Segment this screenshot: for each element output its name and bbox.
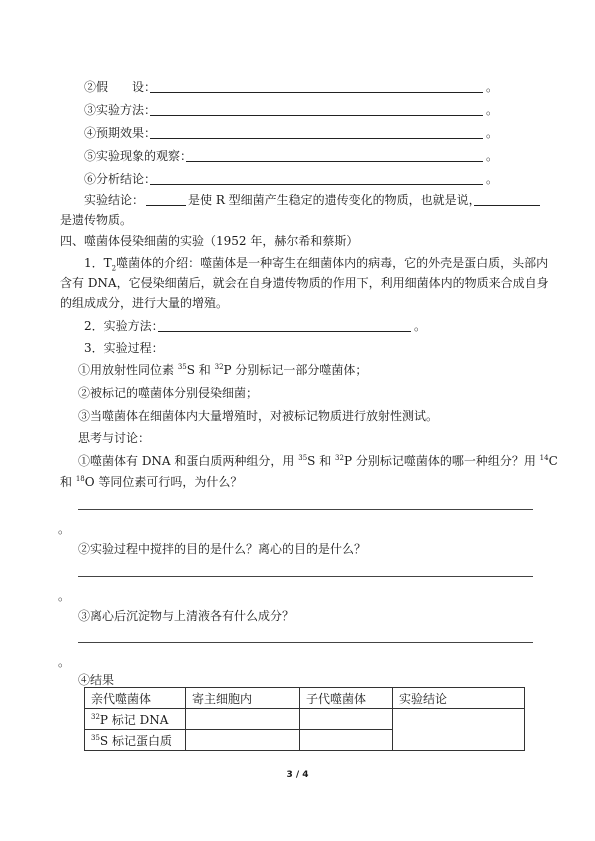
question-2: ②实验过程中搅拌的目的是什么？离心的目的是什么？ <box>78 542 367 556</box>
text: ①用放射性同位素 <box>78 363 178 377</box>
item-hypothesis <box>84 80 156 94</box>
process-step-3: ③当噬菌体在细菌体内大量增殖时，对被标记物质进行放射性测试。 <box>78 409 439 423</box>
method-label: 2．实验方法： <box>84 319 164 333</box>
table-cell[interactable] <box>393 709 525 751</box>
table-cell[interactable] <box>300 709 393 730</box>
superscript: 32 <box>214 363 224 371</box>
conclusion-text: 是遗传物质。 <box>60 213 133 227</box>
text: P 分别标记一部分噬菌体； <box>223 363 368 377</box>
intro-prefix: 1．T <box>84 256 112 270</box>
intro-text: 含有 DNA，它侵染细菌后，就会在自身遗传物质的作用下，利用细菌体内的物质来合成自身 <box>60 276 549 290</box>
superscript: 18 <box>75 475 85 483</box>
period: 。 <box>486 126 499 140</box>
table-header: 子代噬菌体 <box>300 688 393 709</box>
item-label: ②假 设： <box>84 80 157 94</box>
subscript: 2 <box>111 264 117 273</box>
superscript: 32 <box>91 712 100 721</box>
conclusion-blank[interactable] <box>474 205 540 206</box>
text: P 分别标记噬菌体的哪一种组分？用 <box>343 454 540 468</box>
text: C <box>548 454 558 468</box>
row-label: P 标记 DNA <box>99 712 169 727</box>
item-analysis <box>84 172 156 186</box>
answer-line[interactable] <box>78 642 533 643</box>
superscript: 14 <box>539 454 549 462</box>
item-observation <box>84 149 192 163</box>
superscript: 35 <box>177 363 187 371</box>
question-3: ③离心后沉淀物与上清液各有什么成分？ <box>78 609 295 623</box>
text: S 和 <box>307 454 336 468</box>
table-header: 亲代噬菌体 <box>85 688 186 709</box>
period: 。 <box>486 80 499 94</box>
table-cell[interactable] <box>186 709 300 730</box>
section-heading: 四、噬菌体侵染细菌的实验（1952 年，赫尔希和蔡斯） <box>60 234 359 248</box>
answer-blank[interactable] <box>150 92 483 93</box>
table-cell[interactable] <box>300 730 393 751</box>
question-1-cont <box>60 475 242 489</box>
answer-line[interactable] <box>78 576 533 577</box>
intro-line <box>84 256 549 273</box>
item-label: ③实验方法： <box>84 103 157 117</box>
conclusion-text: 是使 R 型细菌产生稳定的遗传变化的物质，也就是说， <box>188 193 481 207</box>
results-title: ④结果 <box>78 673 115 687</box>
period: 。 <box>486 172 499 186</box>
text: S 和 <box>186 363 215 377</box>
superscript: 35 <box>91 733 100 742</box>
question-1 <box>78 454 558 468</box>
text: O 等同位素可行吗，为什么？ <box>84 475 243 489</box>
answer-blank[interactable] <box>186 161 483 162</box>
page-number: 3 / 4 <box>286 770 309 780</box>
item-label: ⑤实验现象的观察： <box>84 149 193 163</box>
answer-blank[interactable] <box>150 184 483 185</box>
period: 。 <box>486 103 499 117</box>
process-step-2: ②被标记的噬菌体分别侵染细菌； <box>78 386 259 400</box>
intro-text: 的组成成分，进行大量的增殖。 <box>60 296 229 310</box>
table-header: 寄主细胞内 <box>186 688 300 709</box>
item-label: ⑥分析结论： <box>84 172 157 186</box>
conclusion-label: 实验结论： <box>84 193 145 207</box>
answer-blank[interactable] <box>150 138 483 139</box>
intro-text: 噬菌体的介绍：噬菌体是一种寄生在细菌体内的病毒，它的外壳是蛋白质，头部内 <box>116 256 549 270</box>
superscript: 35 <box>298 454 308 462</box>
row-label: S 标记蛋白质 <box>99 733 172 748</box>
method-blank[interactable] <box>158 331 411 332</box>
process-title: 3．实验过程： <box>84 341 164 355</box>
item-expected <box>84 126 156 140</box>
table-cell <box>85 709 186 730</box>
conclusion-blank[interactable] <box>146 205 186 206</box>
answer-line[interactable] <box>78 509 533 510</box>
table-header: 实验结论 <box>393 688 525 709</box>
period: 。 <box>58 522 71 536</box>
period: 。 <box>486 149 499 163</box>
table-cell[interactable] <box>186 730 300 751</box>
period: 。 <box>58 655 71 669</box>
text: ①噬菌体有 DNA 和蛋白质两种组分，用 <box>78 454 299 468</box>
item-label: ④预期效果： <box>84 126 157 140</box>
results-table <box>84 687 525 751</box>
period: 。 <box>58 589 71 603</box>
table-row <box>85 709 525 730</box>
superscript: 32 <box>335 454 344 462</box>
answer-blank[interactable] <box>150 115 483 116</box>
discussion-title: 思考与讨论： <box>78 431 151 445</box>
item-method <box>84 103 156 117</box>
process-step-1 <box>78 363 367 377</box>
text: 和 <box>60 475 76 489</box>
table-cell <box>85 730 186 751</box>
period: 。 <box>414 319 427 333</box>
table-header-row <box>85 688 525 709</box>
